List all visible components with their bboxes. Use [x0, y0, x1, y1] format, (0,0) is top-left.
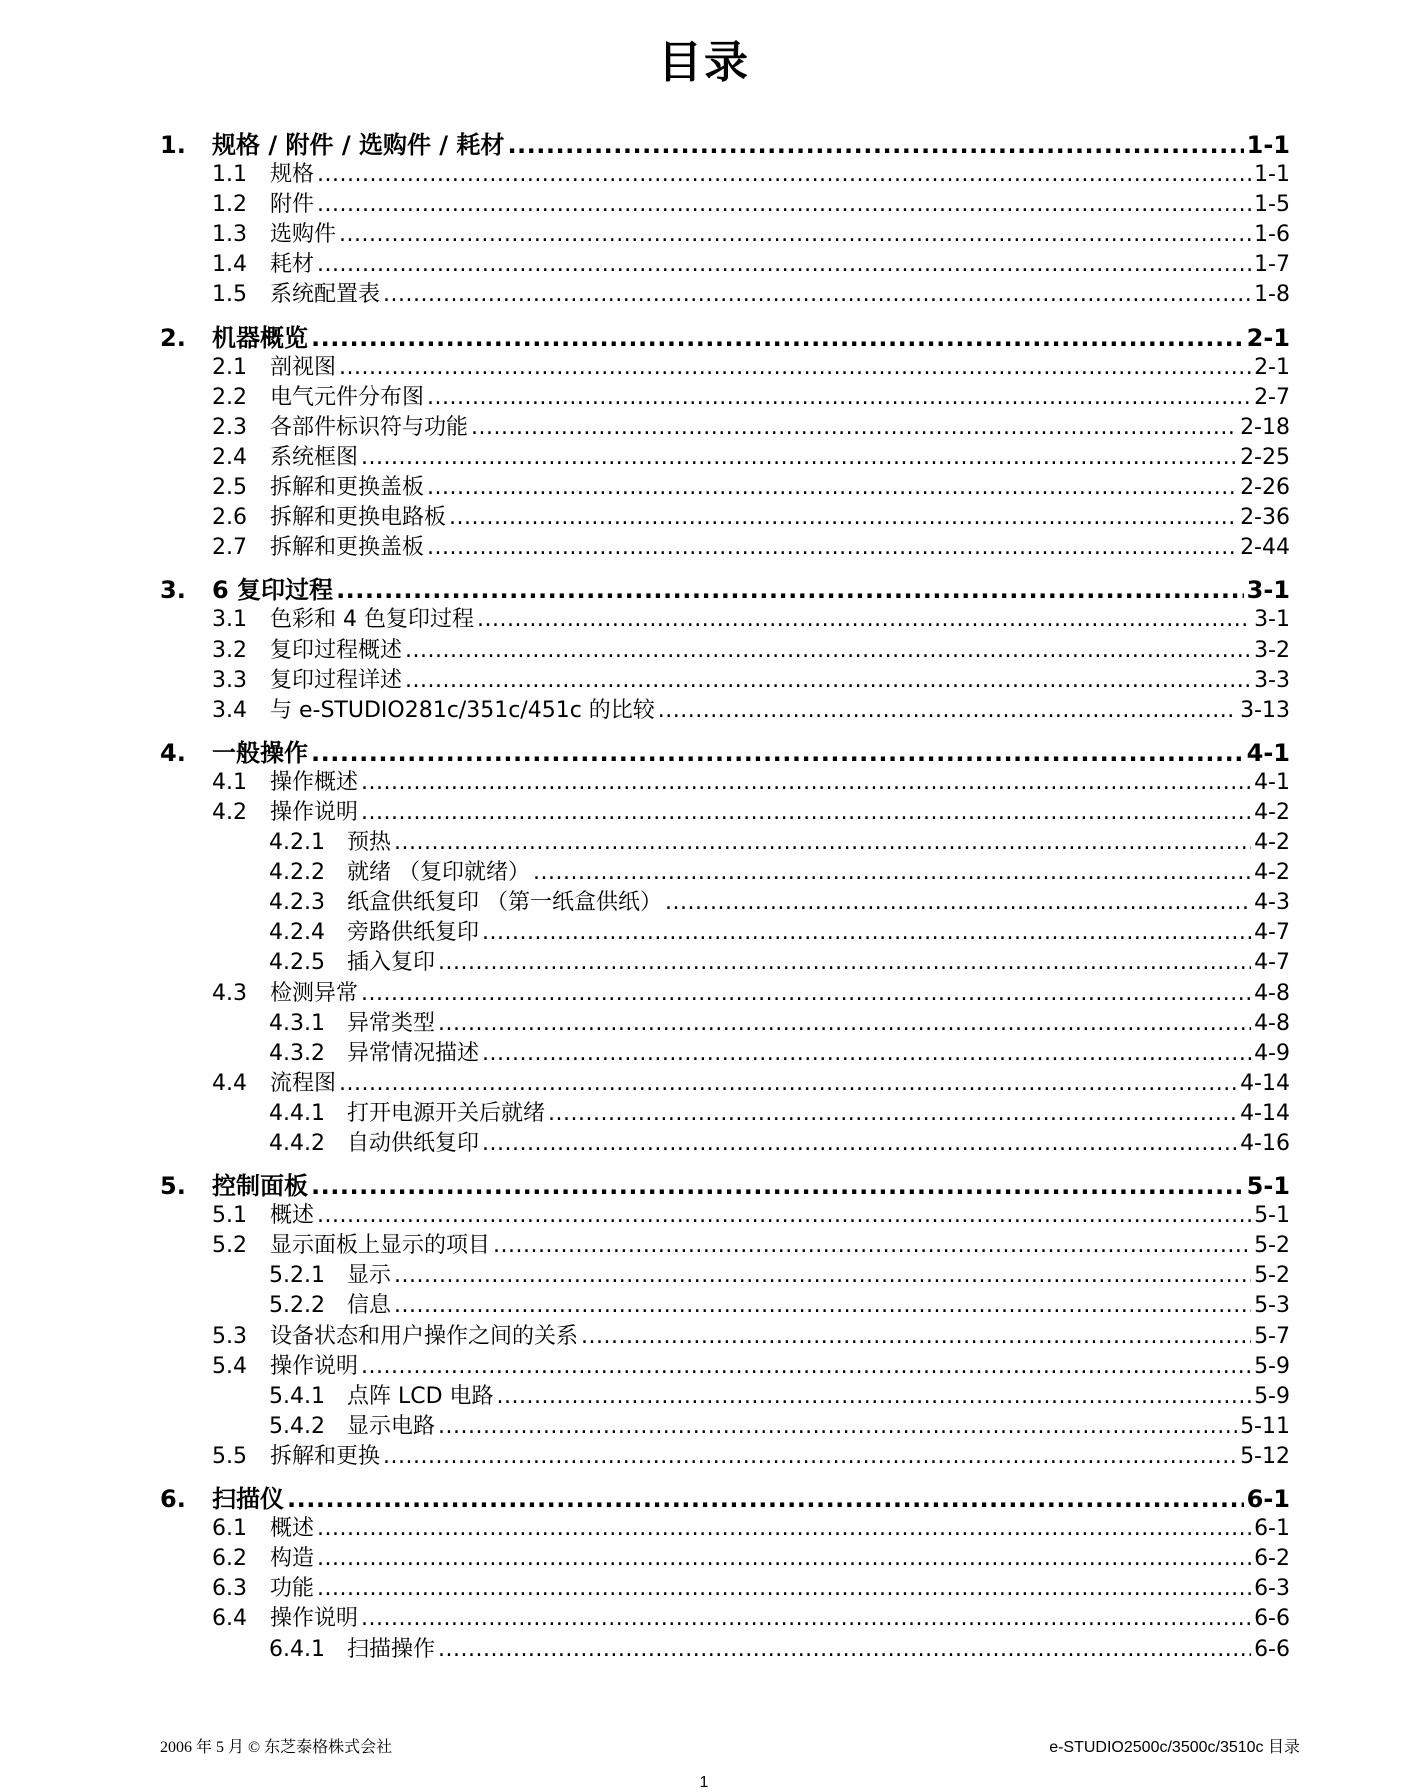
toc-dot-leader — [336, 575, 1244, 605]
toc-entry-number: 3.1 — [212, 607, 247, 633]
toc-entry-title: 剖视图 — [270, 354, 337, 380]
toc-entry-title: 插入复印 — [347, 950, 436, 976]
toc-dot-leader — [482, 1039, 1251, 1069]
toc-dot-leader — [317, 250, 1251, 280]
toc-entry-page: 4-16 — [1240, 1131, 1290, 1156]
toc-dot-leader — [427, 473, 1237, 503]
toc-dot-leader — [317, 160, 1251, 190]
toc-dot-leader — [394, 828, 1251, 858]
toc-entry-page: 1-1 — [1254, 162, 1290, 188]
toc-entry-title: 操作说明 — [270, 1353, 359, 1379]
toc-subsection-entry[interactable] — [160, 1635, 1290, 1665]
toc-entry-title: 色彩和 4 色复印过程 — [270, 607, 474, 633]
toc-entry-number: 1.1 — [212, 162, 247, 188]
toc-section-entry[interactable] — [160, 160, 1290, 190]
toc-entry-number: 5.5 — [212, 1443, 247, 1469]
toc-section-entry[interactable] — [160, 473, 1290, 503]
toc-section-entry[interactable] — [160, 798, 1290, 828]
toc-dot-leader — [438, 1635, 1251, 1665]
toc-entry-page: 4-1 — [1246, 738, 1290, 767]
toc-entry-number: 4.2.4 — [269, 920, 325, 946]
toc-section-entry[interactable] — [160, 1514, 1290, 1544]
toc-entry-title: 预热 — [347, 830, 392, 856]
toc-entry-title: 操作概述 — [270, 769, 359, 795]
toc-entry-page: 1-8 — [1254, 282, 1290, 308]
toc-entry-page: 1-6 — [1254, 222, 1290, 248]
toc-entry-page: 3-1 — [1246, 576, 1290, 605]
toc-entry-page: 4-7 — [1254, 920, 1290, 946]
toc-entry-page: 5-3 — [1254, 1293, 1290, 1319]
toc-entry-page: 5-1 — [1254, 1203, 1290, 1229]
toc-entry-title: 设备状态和用户操作之间的关系 — [270, 1323, 579, 1349]
toc-entry-number: 5. — [160, 1172, 186, 1201]
toc-entry-page: 4-8 — [1254, 980, 1290, 1006]
toc-section-entry[interactable] — [160, 220, 1290, 250]
toc-section-entry[interactable] — [160, 1069, 1290, 1099]
toc-subsection-entry[interactable] — [160, 1291, 1290, 1321]
toc-entry-title: 扫描操作 — [347, 1636, 436, 1662]
toc-section-entry[interactable] — [160, 533, 1290, 563]
toc-entry-number: 2.4 — [212, 444, 247, 470]
toc-entry-page: 1-7 — [1254, 252, 1290, 278]
toc-subsection-entry[interactable] — [160, 888, 1290, 918]
toc-entry-title: 显示面板上显示的项目 — [270, 1233, 491, 1259]
toc-section-entry[interactable] — [160, 503, 1290, 533]
toc-entry-page: 2-26 — [1240, 475, 1290, 501]
toc-dot-leader — [427, 383, 1251, 413]
toc-entry-number: 2.7 — [212, 535, 247, 561]
toc-entry-title: 规格 / 附件 / 选购件 / 耗材 — [212, 131, 505, 159]
toc-entry-number: 4.2 — [212, 799, 247, 825]
toc-dot-leader — [361, 798, 1251, 828]
toc-entry-title: 扫描仪 — [212, 1485, 284, 1514]
toc-dot-leader — [383, 280, 1251, 310]
toc-entry-title: 检测异常 — [270, 980, 359, 1006]
page-number: 1 — [699, 1774, 709, 1791]
toc-entry-number: 6.4.1 — [269, 1636, 325, 1662]
toc-entry-page: 2-25 — [1240, 444, 1290, 470]
toc-dot-leader — [361, 443, 1237, 473]
toc-entry-page: 5-9 — [1254, 1353, 1290, 1379]
toc-entry-page: 4-2 — [1254, 799, 1290, 825]
toc-entry-number: 2.2 — [212, 384, 247, 410]
toc-dot-leader — [361, 1604, 1251, 1634]
toc-dot-leader — [317, 1514, 1251, 1544]
toc-dot-leader — [497, 1382, 1252, 1412]
toc-subsection-entry[interactable] — [160, 1261, 1290, 1291]
toc-entry-title: 异常情况描述 — [347, 1040, 480, 1066]
toc-entry-number: 6.1 — [212, 1516, 247, 1542]
toc-entry-number: 1.2 — [212, 192, 247, 218]
toc-entry-page: 2-44 — [1240, 535, 1290, 561]
toc-entry-page: 5-12 — [1240, 1443, 1290, 1469]
toc-entry-title: 概述 — [270, 1203, 315, 1229]
toc-entry-page: 2-36 — [1240, 505, 1290, 531]
toc-dot-leader — [339, 220, 1251, 250]
toc-entry-title: 耗材 — [270, 252, 315, 278]
toc-section-entry[interactable] — [160, 979, 1290, 1009]
toc-dot-leader — [507, 130, 1243, 160]
toc-chapter-entry[interactable] — [160, 738, 1290, 768]
toc-dot-leader — [665, 888, 1251, 918]
toc-section-entry[interactable] — [160, 1604, 1290, 1634]
toc-entry-number: 4. — [160, 738, 186, 767]
toc-section-entry[interactable] — [160, 696, 1290, 726]
toc-entry-page: 2-7 — [1254, 384, 1290, 410]
toc-entry-number: 4.4 — [212, 1070, 247, 1096]
toc-entry-number: 2. — [160, 323, 186, 352]
toc-dot-leader — [449, 503, 1237, 533]
toc-entry-page: 4-7 — [1254, 950, 1290, 976]
toc-section-entry[interactable] — [160, 1574, 1290, 1604]
toc-entry-page: 4-9 — [1254, 1040, 1290, 1066]
toc-entry-number: 3.3 — [212, 667, 247, 693]
toc-dot-leader — [317, 1574, 1251, 1604]
toc-dot-leader — [477, 605, 1251, 635]
footer — [160, 1734, 1300, 1757]
toc-entry-title: 概述 — [270, 1516, 315, 1542]
toc-section-entry[interactable] — [160, 1352, 1290, 1382]
toc-entry-page: 4-14 — [1240, 1100, 1290, 1126]
toc-subsection-entry[interactable] — [160, 1009, 1290, 1039]
toc-chapter-entry[interactable] — [160, 575, 1290, 605]
toc-entry-number: 1. — [160, 131, 186, 159]
toc-entry-number: 6.4 — [212, 1606, 247, 1632]
toc-dot-leader — [361, 1352, 1251, 1382]
toc-entry-page: 3-3 — [1254, 667, 1290, 693]
toc-entry-page: 4-3 — [1254, 890, 1290, 916]
toc-entry-title: 拆解和更换 — [270, 1443, 381, 1469]
toc-section-entry[interactable] — [160, 605, 1290, 635]
toc-entry-title: 控制面板 — [212, 1172, 308, 1201]
toc-entry-page: 6-6 — [1254, 1636, 1290, 1662]
toc-entry-number: 1.3 — [212, 222, 247, 248]
toc-dot-leader — [339, 1069, 1237, 1099]
toc-entry-number: 5.4.2 — [269, 1413, 325, 1439]
toc-entry-title: 复印过程概述 — [270, 637, 403, 663]
toc-entry-title: 自动供纸复印 — [347, 1131, 480, 1156]
toc-entry-page: 5-2 — [1254, 1263, 1290, 1289]
toc-entry-number: 5.3 — [212, 1323, 247, 1349]
toc-entry-title: 拆解和更换盖板 — [270, 535, 425, 561]
toc-entry-page: 3-1 — [1254, 607, 1290, 633]
toc-entry-number: 4.4.1 — [269, 1100, 325, 1126]
toc-subsection-entry[interactable] — [160, 828, 1290, 858]
toc-subsection-entry[interactable] — [160, 858, 1290, 888]
toc-entry-number: 5.2.1 — [269, 1263, 325, 1289]
toc-section-entry[interactable] — [160, 1201, 1290, 1231]
toc-entry-page: 5-11 — [1240, 1413, 1290, 1439]
toc-entry-page: 6-2 — [1254, 1546, 1290, 1572]
toc-entry-number: 2.1 — [212, 354, 247, 380]
toc-entry-title: 异常类型 — [347, 1010, 436, 1036]
toc-entry-page: 4-8 — [1254, 1010, 1290, 1036]
toc-entry-page: 6-3 — [1254, 1576, 1290, 1602]
toc-dot-leader — [317, 1201, 1251, 1231]
toc-entry-page: 5-2 — [1254, 1233, 1290, 1259]
toc-dot-leader — [533, 858, 1251, 888]
toc-subsection-entry[interactable] — [160, 1382, 1290, 1412]
toc-section-entry[interactable] — [160, 1231, 1290, 1261]
toc-entry-number: 4.2.1 — [269, 830, 325, 856]
toc-entry-title: 附件 — [270, 192, 315, 218]
toc-dot-leader — [493, 1231, 1251, 1261]
toc-entry-title: 点阵 LCD 电路 — [347, 1383, 494, 1409]
toc-entry-number: 4.3 — [212, 980, 247, 1006]
toc-section-entry[interactable] — [160, 1322, 1290, 1352]
toc-entry-page: 2-1 — [1246, 323, 1290, 352]
toc-entry-number: 5.2 — [212, 1233, 247, 1259]
toc-entry-title: 纸盒供纸复印 （第一纸盒供纸） — [347, 890, 662, 916]
toc-entry-page: 1-5 — [1254, 192, 1290, 218]
toc-entry-page: 1-1 — [1246, 131, 1290, 159]
toc-section-entry[interactable] — [160, 443, 1290, 473]
toc-dot-leader — [427, 533, 1237, 563]
footer-document-title: e-STUDIO2500c/3500c/3510c 目录 — [1049, 1739, 1300, 1756]
toc-section-entry[interactable] — [160, 1544, 1290, 1574]
toc-entry-page: 2-18 — [1240, 414, 1290, 440]
table-of-contents — [160, 130, 1290, 1665]
toc-entry-title: 旁路供纸复印 — [347, 920, 480, 946]
toc-dot-leader — [405, 666, 1251, 696]
toc-entry-number: 4.4.2 — [269, 1131, 325, 1156]
toc-dot-leader — [471, 413, 1237, 443]
toc-entry-title: 信息 — [347, 1293, 392, 1319]
toc-entry-number: 3.2 — [212, 637, 247, 663]
toc-entry-number: 4.2.5 — [269, 950, 325, 976]
toc-dot-leader — [438, 1009, 1251, 1039]
toc-dot-leader — [339, 353, 1251, 383]
toc-entry-title: 显示电路 — [347, 1413, 436, 1439]
toc-entry-title: 选购件 — [270, 222, 337, 248]
toc-entry-page: 6-1 — [1246, 1485, 1290, 1514]
toc-entry-title: 拆解和更换盖板 — [270, 475, 425, 501]
toc-chapter-entry[interactable] — [160, 130, 1290, 160]
toc-subsection-entry[interactable] — [160, 1039, 1290, 1069]
toc-entry-page: 6-1 — [1254, 1516, 1290, 1542]
toc-entry-page: 3-2 — [1254, 637, 1290, 663]
toc-dot-leader — [658, 696, 1237, 726]
toc-entry-title: 操作说明 — [270, 1606, 359, 1632]
toc-dot-leader — [317, 1544, 1251, 1574]
toc-dot-leader — [438, 948, 1251, 978]
toc-section-entry[interactable] — [160, 280, 1290, 310]
toc-entry-number: 4.2.3 — [269, 890, 325, 916]
toc-entry-number: 5.2.2 — [269, 1293, 325, 1319]
toc-dot-leader — [361, 979, 1251, 1009]
toc-entry-number: 1.4 — [212, 252, 247, 278]
toc-entry-number: 6. — [160, 1485, 186, 1514]
toc-dot-leader — [311, 323, 1244, 353]
toc-subsection-entry[interactable] — [160, 1412, 1290, 1442]
toc-dot-leader — [394, 1261, 1251, 1291]
toc-dot-leader — [287, 1484, 1244, 1514]
toc-entry-title: 6 复印过程 — [212, 576, 334, 605]
toc-section-entry[interactable] — [160, 250, 1290, 280]
toc-section-entry[interactable] — [160, 383, 1290, 413]
toc-entry-number: 1.5 — [212, 282, 247, 308]
toc-entry-number: 4.3.2 — [269, 1040, 325, 1066]
toc-dot-leader — [383, 1442, 1237, 1472]
page-title: 目录 — [658, 37, 750, 88]
toc-section-entry[interactable] — [160, 1442, 1290, 1472]
toc-chapter-entry[interactable] — [160, 323, 1290, 353]
toc-entry-title: 流程图 — [270, 1070, 337, 1096]
toc-section-entry[interactable] — [160, 353, 1290, 383]
toc-dot-leader — [482, 1129, 1237, 1159]
toc-entry-number: 5.4.1 — [269, 1383, 325, 1409]
toc-entry-number: 6.2 — [212, 1546, 247, 1572]
toc-entry-page: 4-2 — [1254, 860, 1290, 886]
toc-section-entry[interactable] — [160, 190, 1290, 220]
toc-entry-title: 规格 — [270, 162, 315, 188]
toc-entry-number: 2.3 — [212, 414, 247, 440]
toc-entry-title: 系统配置表 — [270, 282, 381, 308]
toc-dot-leader — [361, 768, 1251, 798]
toc-entry-number: 3. — [160, 576, 186, 605]
toc-chapter-entry[interactable] — [160, 1171, 1290, 1201]
toc-dot-leader — [405, 636, 1251, 666]
toc-entry-number: 6.3 — [212, 1576, 247, 1602]
toc-chapter-entry[interactable] — [160, 1484, 1290, 1514]
toc-section-entry[interactable] — [160, 768, 1290, 798]
toc-entry-title: 打开电源开关后就绪 — [347, 1100, 546, 1126]
toc-entry-title: 功能 — [270, 1576, 315, 1602]
toc-entry-page: 5-7 — [1254, 1323, 1290, 1349]
toc-entry-title: 显示 — [347, 1263, 392, 1289]
toc-entry-title: 各部件标识符与功能 — [270, 414, 469, 440]
toc-section-entry[interactable] — [160, 413, 1290, 443]
toc-subsection-entry[interactable] — [160, 1129, 1290, 1159]
toc-entry-title: 机器概览 — [212, 323, 308, 352]
toc-entry-title: 复印过程详述 — [270, 667, 403, 693]
toc-subsection-entry[interactable] — [160, 918, 1290, 948]
toc-dot-leader — [311, 1171, 1244, 1201]
toc-entry-page: 4-2 — [1254, 830, 1290, 856]
toc-subsection-entry[interactable] — [160, 1099, 1290, 1129]
toc-section-entry[interactable] — [160, 636, 1290, 666]
toc-entry-number: 2.6 — [212, 505, 247, 531]
toc-subsection-entry[interactable] — [160, 948, 1290, 978]
toc-entry-title: 与 e-STUDIO281c/351c/451c 的比较 — [270, 697, 655, 723]
toc-entry-number: 4.1 — [212, 769, 247, 795]
toc-entry-page: 4-14 — [1240, 1070, 1290, 1096]
toc-dot-leader — [317, 190, 1251, 220]
toc-entry-title: 操作说明 — [270, 799, 359, 825]
toc-entry-page: 4-1 — [1254, 769, 1290, 795]
toc-entry-page: 5-1 — [1246, 1172, 1290, 1201]
toc-entry-title: 电气元件分布图 — [270, 384, 425, 410]
toc-entry-title: 就绪 （复印就绪） — [347, 860, 530, 886]
toc-entry-page: 6-6 — [1254, 1606, 1290, 1632]
toc-entry-title: 构造 — [270, 1546, 315, 1572]
toc-dot-leader — [438, 1412, 1237, 1442]
toc-entry-number: 3.4 — [212, 697, 247, 723]
toc-dot-leader — [311, 738, 1244, 768]
toc-entry-title: 系统框图 — [270, 444, 359, 470]
toc-entry-number: 4.3.1 — [269, 1010, 325, 1036]
toc-entry-page: 5-9 — [1254, 1383, 1290, 1409]
toc-dot-leader — [482, 918, 1251, 948]
toc-entry-number: 2.5 — [212, 475, 247, 501]
toc-dot-leader — [581, 1322, 1251, 1352]
toc-entry-number: 5.1 — [212, 1203, 247, 1229]
toc-dot-leader — [548, 1099, 1237, 1129]
toc-section-entry[interactable] — [160, 666, 1290, 696]
toc-entry-page: 2-1 — [1254, 354, 1290, 380]
toc-entry-title: 拆解和更换电路板 — [270, 505, 447, 531]
toc-entry-page: 3-13 — [1240, 697, 1290, 723]
toc-entry-number: 5.4 — [212, 1353, 247, 1379]
toc-dot-leader — [394, 1291, 1251, 1321]
toc-entry-title: 一般操作 — [212, 738, 308, 767]
footer-copyright: 2006 年 5 月 © 东芝泰格株式会社 — [160, 1739, 393, 1756]
toc-entry-number: 4.2.2 — [269, 860, 325, 886]
